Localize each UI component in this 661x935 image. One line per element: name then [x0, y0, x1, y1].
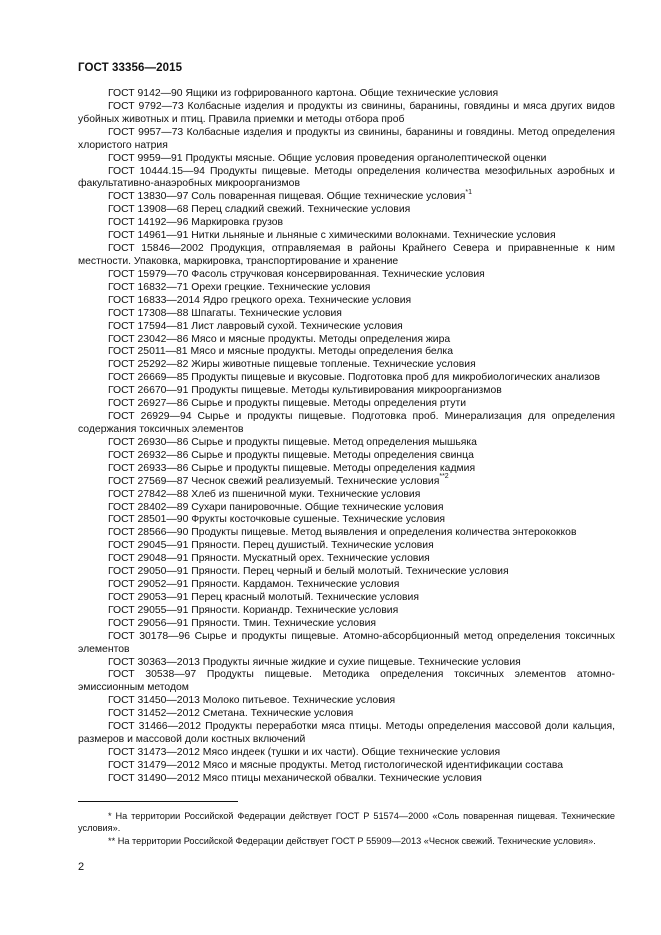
reference-item	[78, 308, 615, 321]
reference-item	[78, 153, 615, 166]
reference-text: ГОСТ 16832—71 Орехи грецкие. Технические условия	[108, 281, 371, 293]
reference-text: ГОСТ 30538—97 Продукты пищевые. Методика определения токсичных элементов атомно-эмиссионным методом	[78, 669, 615, 694]
reference-item	[78, 631, 615, 657]
reference-text: ГОСТ 9142—90 Ящики из гофрированного картона. Общие технические условия	[108, 88, 499, 99]
reference-text: ГОСТ 9957—73 Колбасные изделия и продукты из свинины, баранины и говядины. Метод определения хлористого натрия	[78, 126, 615, 151]
reference-text: ГОСТ 27842—88 Хлеб из пшеничной муки. Технические условия	[108, 488, 421, 500]
reference-item	[78, 579, 615, 592]
reference-item	[78, 708, 615, 721]
reference-text: ГОСТ 26927—86 Сырье и продукты пищевые. Методы определения ртути	[108, 398, 467, 410]
reference-text: ГОСТ 26933—86 Сырье и продукты пищевые. Методы определения кадмия	[108, 462, 476, 474]
reference-text: ГОСТ 30178—96 Сырье и продукты пищевые. Атомно-абсорбционный метод определения токсичных элементов	[78, 630, 615, 655]
reference-text: ГОСТ 31490—2012 Мясо птицы механической обвалки. Технические условия	[108, 772, 482, 784]
reference-text: ГОСТ 31473—2012 Мясо индеек (тушки и их части). Общие технические условия	[108, 747, 501, 759]
reference-text: ГОСТ 15846—2002 Продукция, отправляемая в районы Крайнего Севера и приравненные к ним местности. Упаковка, маркировка, транспортирование и хранение	[78, 243, 615, 267]
reference-item	[78, 127, 615, 153]
reference-text: ГОСТ 13830—97 Соль поваренная пищевая. Общие технические условия	[108, 191, 466, 203]
reference-text: ГОСТ 28402—89 Сухари панировочные. Общие технические условия	[108, 501, 444, 513]
reference-item	[78, 463, 615, 476]
reference-text: ГОСТ 29055—91 Пряности. Кориандр. Технические условия	[108, 604, 399, 616]
reference-item	[78, 437, 615, 450]
reference-item	[78, 334, 615, 347]
reference-item	[78, 566, 615, 579]
reference-item	[78, 450, 615, 463]
reference-text: ГОСТ 10444.15—94 Продукты пищевые. Методы определения количества мезофильных аэробных и факультативно-анаэробных микроорганизмов	[78, 165, 615, 190]
reference-text: ГОСТ 29045—91 Пряности. Перец душистый. Технические условия	[108, 540, 434, 552]
reference-item	[78, 760, 615, 773]
reference-text: ГОСТ 29050—91 Пряности. Перец черный и белый молотый. Технические условия	[108, 566, 509, 578]
reference-item	[78, 657, 615, 670]
footnote-marker: *1	[465, 188, 472, 196]
reference-text: ГОСТ 26929—94 Сырье и продукты пищевые. Подготовка проб. Минерализация для определения содержания токсичных элементов	[78, 411, 615, 435]
reference-item	[78, 669, 615, 695]
reference-item	[78, 527, 615, 540]
reference-item	[78, 773, 615, 786]
reference-item	[78, 398, 615, 411]
reference-text: ГОСТ 15979—70 Фасоль стручковая консервированная. Технические условия	[108, 268, 485, 280]
reference-text: ГОСТ 28501—90 Фрукты косточковые сушеные. Технические условия	[108, 514, 446, 526]
reference-text: ГОСТ 29048—91 Пряности. Мускатный орех. Технические условия	[108, 553, 430, 565]
reference-item	[78, 295, 615, 308]
reference-item	[78, 359, 615, 372]
reference-item	[78, 721, 615, 747]
reference-item	[78, 269, 615, 282]
page-header: ГОСТ 33356—2015	[78, 62, 183, 74]
reference-item	[78, 553, 615, 566]
reference-item	[78, 540, 615, 553]
reference-text: ГОСТ 25292—82 Жиры животные пищевые топленые. Технические условия	[108, 359, 476, 371]
reference-text: ГОСТ 31479—2012 Мясо и мясные продукты. Метод гистологической идентификации состава	[108, 759, 564, 771]
reference-item	[78, 411, 615, 437]
reference-text: ГОСТ 13908—68 Перец сладкий свежий. Технические условия	[108, 204, 411, 216]
reference-text: ГОСТ 31466—2012 Продукты переработки мяса птицы. Методы определения массовой доли кальция, размеров и массовой доли костных включений	[78, 721, 615, 746]
reference-text: ГОСТ 25011—81 Мясо и мясные продукты. Методы определения белка	[108, 346, 453, 358]
reference-text: ГОСТ 26670—91 Продукты пищевые. Методы культивирования микроорганизмов	[108, 385, 502, 397]
reference-text: ГОСТ 9959—91 Продукты мясные. Общие условия проведения органолептической оценки	[108, 152, 547, 164]
reference-text: ГОСТ 28566—90 Продукты пищевые. Метод выявления и определения количества энтерококков	[108, 527, 577, 539]
footnote-item: * На территории Российской Федерации действует ГОСТ Р 51574—2000 «Соль поваренная пищевая. Технические условия».	[78, 811, 615, 834]
footnote-divider	[78, 801, 238, 802]
reference-item	[78, 489, 615, 502]
reference-text: ГОСТ 17594—81 Лист лавровый сухой. Технические условия	[108, 320, 403, 332]
reference-item	[78, 88, 615, 101]
reference-item	[78, 514, 615, 527]
reference-item	[78, 346, 615, 359]
reference-text: ГОСТ 16833—2014 Ядро грецкого ореха. Технические условия	[108, 294, 412, 306]
reference-text: ГОСТ 9792—73 Колбасные изделия и продукты из свинины, баранины, говядины и мяса других видов убойных животных и птиц. Правила приемки и методы отбора проб	[78, 100, 615, 125]
reference-text: ГОСТ 26930—86 Сырье и продукты пищевые. Метод определения мышьяка	[108, 436, 477, 448]
reference-item	[78, 166, 615, 192]
footnote-item: ** На территории Российской Федерации действует ГОСТ Р 55909—2013 «Чеснок свежий. Технические условия».	[108, 835, 596, 846]
reference-item	[78, 747, 615, 760]
reference-item	[78, 282, 615, 295]
reference-item	[78, 473, 615, 489]
reference-text: ГОСТ 14961—91 Нитки льняные и льняные с химическими волокнами. Технические условия	[108, 230, 556, 242]
reference-text: ГОСТ 26932—86 Сырье и продукты пищевые. Методы определения свинца	[108, 449, 474, 461]
reference-item	[78, 385, 615, 398]
reference-item	[78, 605, 615, 618]
footnotes	[78, 810, 615, 847]
footnote-marker: **2	[439, 473, 449, 481]
reference-text: ГОСТ 30363—2013 Продукты яичные жидкие и сухие пищевые. Технические условия	[108, 656, 521, 668]
reference-item	[78, 695, 615, 708]
reference-text: ГОСТ 29053—91 Перец красный молотый. Технические условия	[108, 591, 419, 603]
reference-text: ГОСТ 17308—88 Шпагаты. Технические условия	[108, 307, 342, 319]
reference-text: ГОСТ 26669—85 Продукты пищевые и вкусовые. Подготовка проб для микробиологических анализов	[108, 372, 601, 384]
reference-item	[78, 204, 615, 217]
reference-text: ГОСТ 27569—87 Чеснок свежий реализуемый. Технические условия	[108, 475, 440, 487]
reference-item	[78, 321, 615, 334]
reference-text: ГОСТ 29052—91 Пряности. Кардамон. Технические условия	[108, 579, 400, 591]
reference-item	[78, 101, 615, 127]
reference-item	[78, 217, 615, 230]
reference-item	[78, 502, 615, 515]
reference-text: ГОСТ 29056—91 Пряности. Тмин. Технические условия	[108, 617, 377, 629]
reference-item	[78, 188, 615, 204]
reference-text: ГОСТ 31452—2012 Сметана. Технические условия	[108, 708, 354, 720]
reference-item	[78, 592, 615, 605]
reference-item	[78, 230, 615, 243]
references-list	[78, 88, 615, 786]
page-number: 2	[78, 861, 85, 873]
reference-item	[78, 372, 615, 385]
reference-text: ГОСТ 23042—86 Мясо и мясные продукты. Методы определения жира	[108, 333, 451, 345]
reference-item	[78, 618, 615, 631]
reference-text: ГОСТ 14192—96 Маркировка грузов	[108, 217, 284, 229]
reference-item	[78, 243, 615, 269]
reference-text: ГОСТ 31450—2013 Молоко питьевое. Технические условия	[108, 695, 396, 707]
